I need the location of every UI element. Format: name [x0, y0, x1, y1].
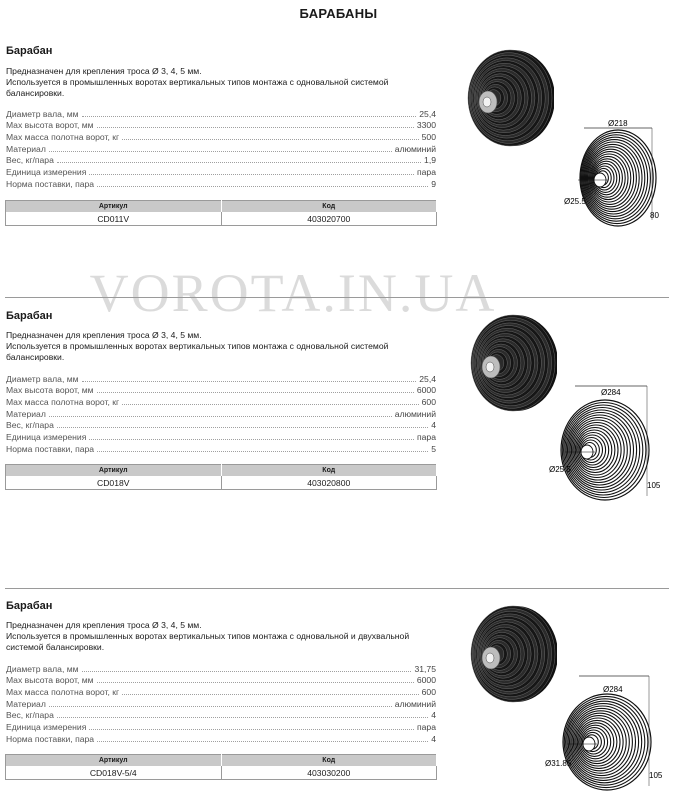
- column-header-code: Код: [221, 201, 437, 213]
- spec-label: Max высота ворот, мм: [6, 120, 94, 131]
- spec-value: пара: [417, 167, 436, 178]
- description-line: балансировки.: [6, 88, 65, 98]
- description-line: Предназначен для крепления троса Ø 3, 4, 5 мм.: [6, 66, 202, 76]
- product-title: Барабан: [6, 310, 53, 322]
- article-table: [5, 754, 437, 780]
- drawing-spiral: [563, 694, 651, 790]
- column-header-article: Артикул: [6, 755, 222, 767]
- spec-value: 4: [431, 710, 436, 721]
- spec-value: алюминий: [394, 143, 436, 154]
- spec-label: Единица измерения: [6, 167, 87, 178]
- spec-label: Единица измерения: [6, 722, 87, 733]
- code-cell: 403030200: [221, 766, 437, 780]
- spec-label: Max масса полотна ворот, кг: [6, 687, 120, 698]
- spec-label: Вес, кг/пара: [6, 155, 54, 166]
- spec-row: [6, 733, 436, 745]
- leader-dots: [57, 717, 428, 718]
- spec-label: Вес, кг/пара: [6, 420, 54, 431]
- dimension-label-shaft: Ø31.85: [545, 759, 572, 768]
- product-description: [6, 620, 436, 653]
- spec-value: 5: [431, 443, 436, 454]
- spec-label: Норма поставки, пара: [6, 443, 95, 454]
- spec-row: [6, 686, 436, 698]
- dimension-label-shaft: Ø25.5: [549, 465, 571, 474]
- leader-dots: [97, 741, 428, 742]
- article-cell: CD018V: [6, 476, 222, 490]
- description-line: балансировки.: [6, 352, 65, 362]
- spec-value: 600: [421, 397, 436, 408]
- dimension-label-width: 80: [650, 211, 659, 220]
- spec-label: Max масса полотна ворот, кг: [6, 397, 120, 408]
- code-cell: 403020700: [221, 212, 437, 226]
- spec-label: Диаметр вала, мм: [6, 373, 79, 384]
- description-line: Используется в промышленных воротах вертикальных типов монтажа с одновальной и двухвальной: [6, 631, 410, 641]
- spec-label: Норма поставки, пара: [6, 733, 95, 744]
- column-header-article: Артикул: [6, 201, 222, 213]
- description-line: Предназначен для крепления троса Ø 3, 4, 5 мм.: [6, 330, 202, 340]
- product-title: Барабан: [6, 600, 53, 612]
- product-title: Барабан: [6, 45, 53, 57]
- spec-row: [6, 675, 436, 687]
- drum-photo: [465, 604, 557, 704]
- table-header-row: [6, 755, 437, 767]
- spec-value: 500: [421, 132, 436, 143]
- dimension-label-diameter: Ø284: [601, 388, 621, 397]
- spec-value: пара: [417, 722, 436, 733]
- column-header-code: Код: [221, 465, 437, 477]
- watermark: VOROTA.IN.UA: [89, 263, 497, 323]
- description-line: Предназначен для крепления троса Ø 3, 4, 5 мм.: [6, 620, 202, 630]
- dimension-label-diameter: Ø284: [603, 685, 623, 694]
- spec-value: 3300: [416, 120, 436, 131]
- column-header-article: Артикул: [6, 465, 222, 477]
- spec-list: [6, 663, 436, 745]
- spec-label: Max высота ворот, мм: [6, 675, 94, 686]
- spec-value: 25,4: [419, 108, 436, 119]
- leader-dots: [82, 671, 412, 672]
- dimension-label-shaft: Ø25.5: [564, 197, 586, 206]
- article-cell: CD018V-5/4: [6, 766, 222, 780]
- description-line: Используется в промышленных воротах вертикальных типов монтажа с одновальной системой: [6, 341, 389, 351]
- description-line: Используется в промышленных воротах вертикальных типов монтажа с одновальной системой: [6, 77, 389, 87]
- spec-label: Max масса полотна ворот, кг: [6, 132, 120, 143]
- leader-dots: [49, 706, 392, 707]
- spec-label: Материал: [6, 143, 46, 154]
- spec-value: 4: [431, 420, 436, 431]
- spec-value: 1,9: [424, 155, 436, 166]
- spec-row: [6, 721, 436, 733]
- spec-value: 31,75: [414, 663, 436, 674]
- spec-label: Единица измерения: [6, 432, 87, 443]
- article-cell: CD011V: [6, 212, 222, 226]
- leader-dots: [97, 682, 414, 683]
- spec-value: 6000: [416, 385, 436, 396]
- dimension-label-diameter: Ø218: [608, 119, 628, 128]
- spec-row: [6, 710, 436, 722]
- column-header-code: Код: [221, 755, 437, 767]
- technical-drawing: [545, 662, 670, 792]
- spec-value: 4: [431, 733, 436, 744]
- description-line: системой балансировки.: [6, 642, 105, 652]
- spec-value: пара: [417, 432, 436, 443]
- leader-dots: [89, 729, 414, 730]
- dimension-label-width: 105: [649, 771, 663, 780]
- spec-row: [6, 698, 436, 710]
- spec-value: 9: [431, 178, 436, 189]
- spec-label: Норма поставки, пара: [6, 178, 95, 189]
- code-cell: 403020800: [221, 476, 437, 490]
- spec-label: Диаметр вала, мм: [6, 663, 79, 674]
- spec-label: Max высота ворот, мм: [6, 385, 94, 396]
- table-row: [6, 766, 437, 780]
- spec-label: Материал: [6, 408, 46, 419]
- spec-value: 6000: [416, 675, 436, 686]
- spec-value: 25,4: [419, 373, 436, 384]
- dimension-label-width: 105: [647, 481, 661, 490]
- spec-label: Материал: [6, 698, 46, 709]
- spec-value: 600: [421, 687, 436, 698]
- page-title: БАРАБАНЫ: [299, 6, 378, 21]
- spec-value: алюминий: [394, 408, 436, 419]
- spec-row: [6, 663, 436, 675]
- spec-value: алюминий: [394, 698, 436, 709]
- spec-label: Вес, кг/пара: [6, 710, 54, 721]
- spec-label: Диаметр вала, мм: [6, 108, 79, 119]
- leader-dots: [122, 694, 419, 695]
